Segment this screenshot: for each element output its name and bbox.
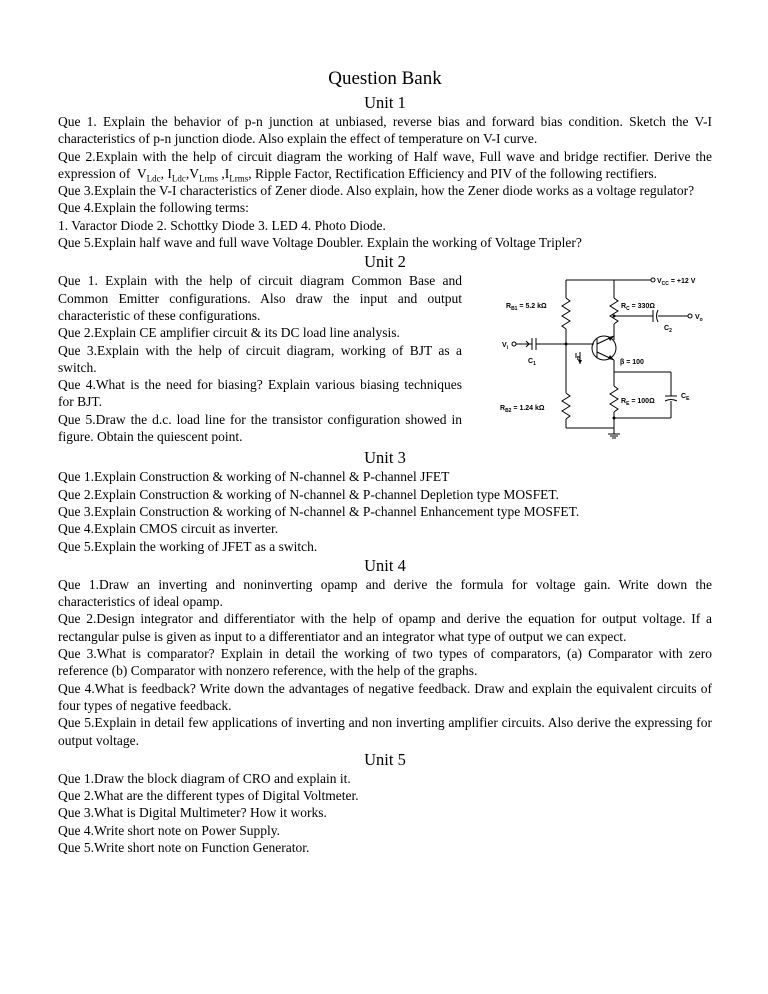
unit-5-question-4: Que 4.Write short note on Power Supply. — [58, 822, 281, 838]
re-label: $R_E = 100\Omega$ — [621, 398, 655, 408]
vi-label: $V_i$ — [502, 342, 509, 352]
unit-5-question-2: Que 2.What are the different types of Digital Voltmeter. — [58, 788, 359, 804]
unit-2-question-1: Que 1. Explain with the help of circuit diagram Common Base and Common Emitter configurations. Also draw the input and output characteristic of these configurations. — [58, 273, 462, 323]
unit-1-question-4: Que 4.Explain the following terms: — [58, 200, 249, 216]
vo-label: $V_o$ — [695, 314, 703, 324]
unit-3-question-3: Que 3.Explain Construction & working of N-channel & P-channel Enhancement type MOSFET. — [58, 503, 580, 519]
i-ldc: I — [167, 165, 172, 181]
unit-5-heading: Unit 5 — [364, 749, 406, 769]
i-lrms: I — [224, 165, 230, 181]
v-ldc-sub: Ldc — [146, 173, 161, 184]
vcc-label: $V_{CC} = +12$ V — [657, 278, 696, 288]
unit-4-question-1: Que 1.Draw an inverting and noninverting opamp and derive the formula for voltage gain. Write down the characteristics of ideal opamp. — [58, 576, 712, 610]
unit-1-question-3: Que 3.Explain the V-I characteristics of Zener diode. Also explain, how the Zener diode works as a voltage regulator? — [58, 183, 695, 199]
unit-3-heading: Unit 3 — [364, 448, 406, 468]
unit-4-question-5: Que 5.Explain in detail few applications of inverting and non inverting amplifier circuits. Also derive the expressing for output voltage. — [58, 715, 712, 748]
q2-text: Que 2.Explain with the help of circuit diagram the working of Half wave, Full wave and bridge rectifier. Derive the expression of — [58, 148, 712, 181]
unit-4-question-4: Que 4.What is feedback? Write down the advantages of negative feedback. Draw and explain the equivalent circuits of four types of negative feedback. — [58, 680, 712, 713]
unit-1-question-4-terms: 1. Varactor Diode 2. Schottky Diode 3. LED 4. Photo Diode. — [58, 217, 386, 233]
unit-3-question-1: Que 1.Explain Construction & working of N-channel & P-channel JFET — [58, 469, 450, 485]
unit-2-heading: Unit 2 — [364, 252, 406, 272]
unit-2-section — [58, 272, 712, 447]
q2-tail: , Ripple Factor, Rectification Efficiency and PIV of the following rectifiers. — [248, 165, 657, 181]
v-lrms-sub: Lrms — [199, 173, 218, 184]
rc-label: $R_C = 330\Omega$ — [621, 303, 655, 313]
unit-4-question-2: Que 2.Design integrator and differentiator with the help of opamp and derive the equation for output voltage. If a rectangular pulse is given as input to a differentiator and an integrator what type of output we can expect. — [58, 611, 712, 644]
ib-label: $I_B$ — [575, 353, 581, 363]
c1-label: $C_1$ — [528, 358, 536, 368]
unit-2-questions — [58, 272, 462, 445]
unit-2-question-3: Que 3.Explain with the help of circuit diagram, working of BJT as a switch. — [58, 342, 462, 375]
v-ldc: V — [136, 165, 147, 181]
unit-1-question-5: Que 5.Explain half wave and full wave Voltage Doubler. Explain the working of Voltage Tripler? — [58, 235, 582, 251]
unit-2-question-5: Que 5.Draw the d.c. load line for the transistor configuration showed in figure. Obtain the quiescent point. — [58, 411, 462, 445]
unit-1-question-2: Que 2.Explain with the help of circuit diagram the working of Half wave, Full wave and bridge rectifier. Derive the expression of $V_{Ldc}$, $I_{Ldc},V_{Lrms}$ $,I_{Lrms}$, Ripple Factor, Rectification Efficiency and PIV of the following rectifiers. — [58, 148, 712, 184]
unit-1-question-1: Que 1. Explain the behavior of p-n junction at unbiased, reverse bias and forward bias condition. Sketch the V-I characteristics of p-n junction diode. Also explain the effect of temperature on V-I curve. — [58, 114, 712, 147]
rb1-label: $R_{B1} = 5.2$ kΩ — [506, 303, 547, 313]
unit-5-question-1: Que 1.Draw the block diagram of CRO and explain it. — [58, 770, 351, 786]
unit-3-question-4: Que 4.Explain CMOS circuit as inverter. — [58, 521, 279, 537]
rb2-label: $R_{B2} = 1.24$ kΩ — [500, 405, 545, 415]
i-lrms-sub: Lrms — [229, 173, 249, 184]
unit-3-question-5: Que 5.Explain the working of JFET as a switch. — [58, 538, 318, 554]
page-title: Question Bank — [328, 68, 442, 89]
beta-label: β = 100 — [620, 359, 644, 367]
c2-label: $C_2$ — [664, 325, 672, 335]
unit-2-question-4: Que 4.What is the need for biasing? Explain various biasing techniques for BJT. — [58, 377, 462, 410]
unit-5-question-5: Que 5.Write short note on Function Generator. — [58, 840, 310, 856]
unit-3-question-2: Que 2.Explain Construction & working of N-channel & P-channel Depletion type MOSFET. — [58, 486, 560, 502]
unit-5-question-3: Que 3.What is Digital Multimeter? How it works. — [58, 805, 327, 821]
v-lrms: V — [189, 165, 199, 181]
transistor-circuit-diagram — [476, 268, 716, 440]
unit-2-question-2: Que 2.Explain CE amplifier circuit & its DC load line analysis. — [58, 325, 400, 341]
question-bank-page — [58, 66, 712, 856]
unit-1-heading: Unit 1 — [364, 93, 406, 112]
unit-4-heading: Unit 4 — [364, 555, 406, 575]
unit-4-question-3: Que 3.What is comparator? Explain in detail the working of two types of comparators, (a) Comparator with zero reference (b) Comparator with nonzero reference, with the help of the graphs. — [58, 646, 712, 679]
i-ldc-sub: Ldc — [171, 173, 186, 184]
ce-label: $C_E$ — [681, 393, 690, 403]
